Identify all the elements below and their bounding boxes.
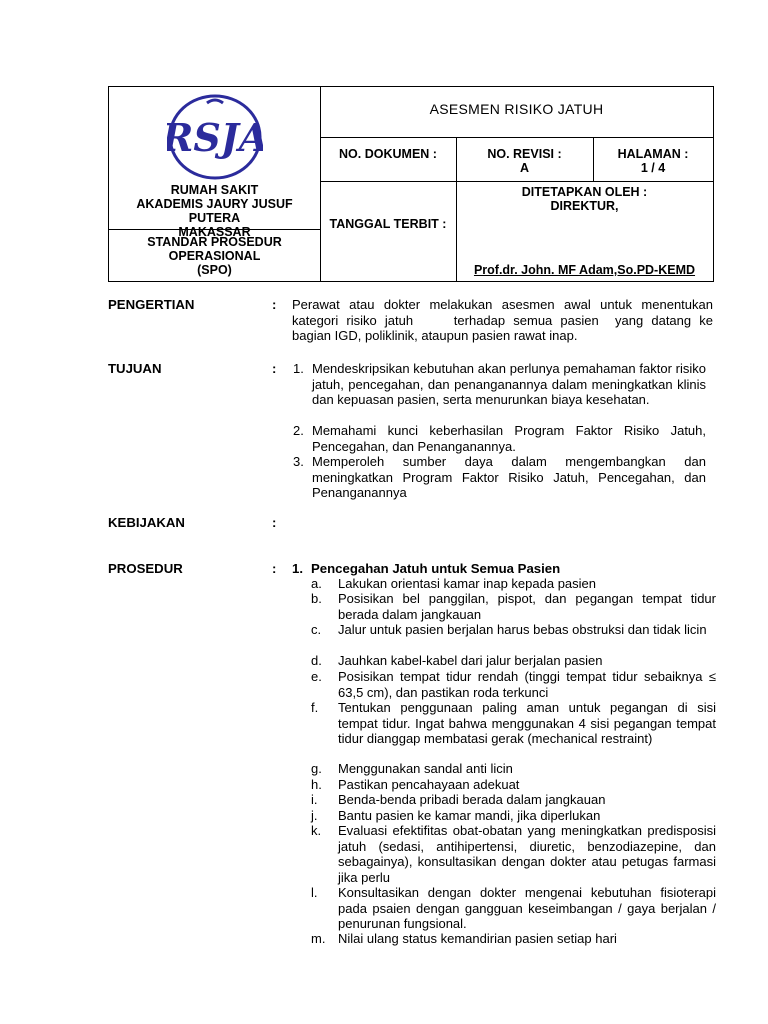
hospital-logo [167, 93, 263, 181]
prosedur-colon: : [272, 561, 277, 576]
document-title: ASESMEN RISIKO JATUH [429, 101, 604, 117]
ditetapkan-label: DITETAPKAN OLEH : [521, 185, 648, 199]
no-revisi-block [456, 147, 593, 175]
hospital-name: RUMAH SAKIT AKADEMIS JAURY JUSUF PUTERA MAKASSAR [136, 183, 293, 239]
no-dokumen-label: NO. DOKUMEN : [339, 147, 437, 161]
ditetapkan-role: DIREKTUR, [550, 199, 619, 213]
prosedur-label: PROSEDUR [108, 561, 183, 576]
halaman-value: 1 / 4 [640, 161, 666, 175]
ditetapkan-block [456, 185, 713, 213]
pengertian-colon: : [272, 297, 277, 312]
logo-lettering: RSJA [167, 115, 263, 160]
tujuan-colon: : [272, 361, 277, 376]
halaman-block [593, 147, 713, 175]
tujuan-label: TUJUAN [108, 361, 162, 376]
pengertian-label: PENGERTIAN [108, 297, 195, 312]
no-revisi-value: A [519, 161, 530, 175]
pengertian-text: Perawat atau dokter melakukan asesmen awal untuk menentukan kategori risiko jatuh terhadap semua pasien yang datang ke bagian IGD, poliklinik, ataupun pasien rawat inap. [292, 297, 713, 344]
no-revisi-label: NO. REVISI : [487, 147, 562, 161]
document-header-table [108, 86, 714, 282]
prosedur-heading-number: 1. [292, 561, 303, 576]
halaman-label: HALAMAN : [617, 147, 689, 161]
prosedur-heading: Pencegahan Jatuh untuk Semua Pasien [311, 561, 561, 576]
kebijakan-colon: : [272, 515, 277, 530]
spo-label: STANDAR PROSEDUR OPERASIONAL (SPO) [147, 235, 282, 277]
kebijakan-label: KEBIJAKAN [108, 515, 185, 530]
signatory-name: Prof.dr. John. MF Adam,So.PD-KEMD [473, 263, 696, 277]
tanggal-terbit-label: TANGGAL TERBIT : [329, 217, 447, 231]
